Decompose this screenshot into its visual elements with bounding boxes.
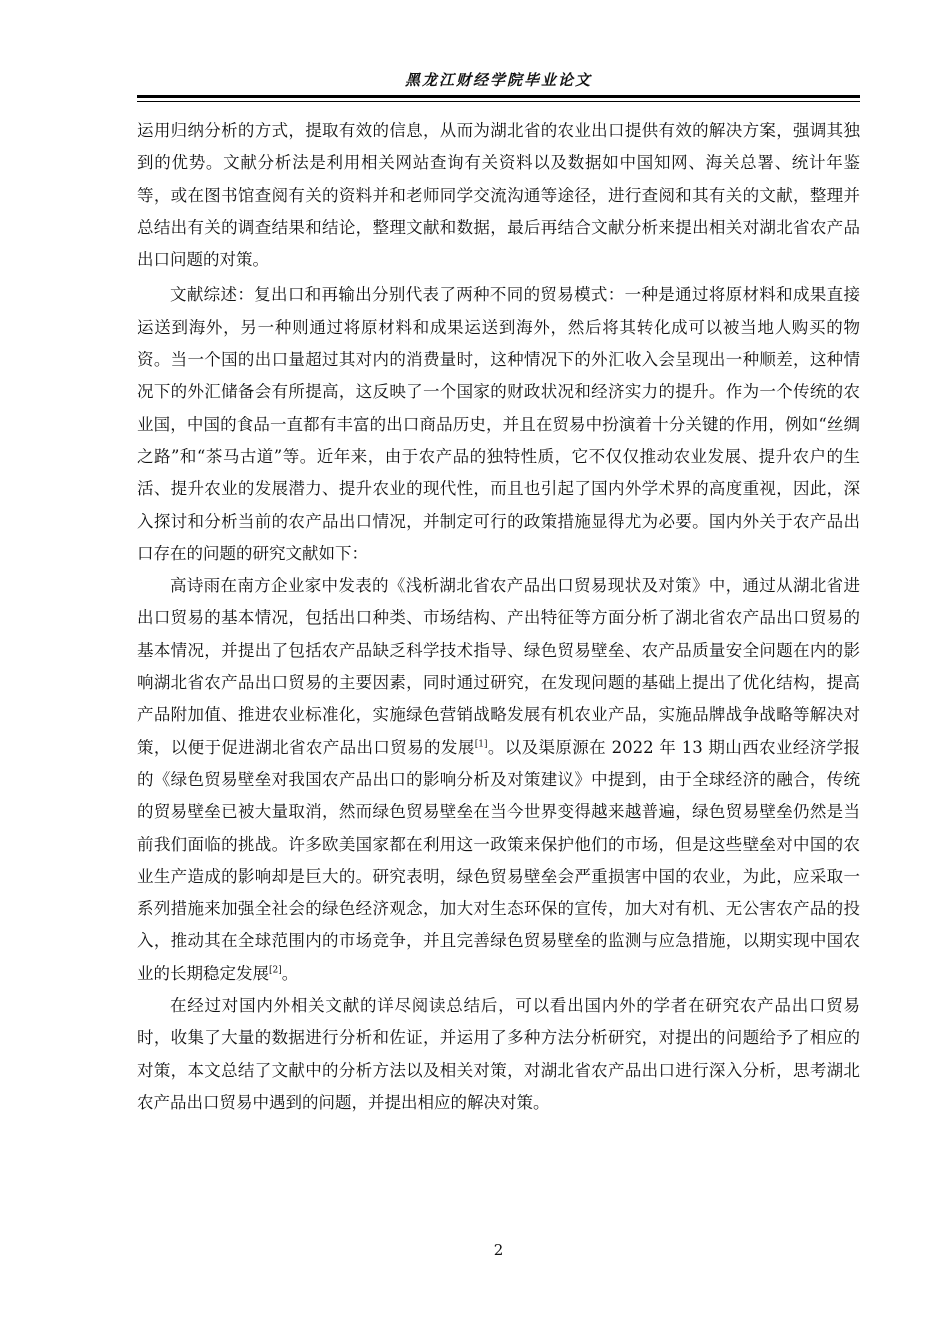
paragraph-cited-studies-part-1: 高诗雨在南方企业家中发表的《浅析湖北省农产品出口贸易现状及对策》中，通过从湖北省进出口贸易的基本情况，包括出口种类、市场结构、产出特征等方面分析了湖北省农产品出口贸易的基本情况，并提出了包括农产品缺乏科学技术指导、绿色贸易壁垒、农产品质量安全问题在内的影响湖北省农产品出口贸易的主要因素，同时通过研究，在发现问题的基础上提出了优化结构，提高产品附加值、推进农业标准化，实施绿色营销战略发展有机农业产品，实施品牌战争战略等解决对策，以便于促进湖北省农产品出口贸易的发展 — [137, 576, 860, 757]
page-number: 2 — [493, 1241, 504, 1259]
paragraph-summary: 在经过对国内外相关文献的详尽阅读总结后，可以看出国内外的学者在研究农产品出口贸易时，收集了大量的数据进行分析和佐证，并运用了多种方法分析研究，对提出的问题给予了相应的对策，本文总结了文献中的分析方法以及相关对策，对湖北省农产品出口进行深入分析，思考湖北农产品出口贸易中遇到的问题，并提出相应的解决对策。 — [137, 996, 860, 1112]
paragraph-cited-studies-part-3: 。 — [281, 963, 299, 983]
citation-ref-1: [1] — [474, 739, 488, 750]
paragraph-cited-studies — [137, 570, 860, 990]
body-text — [137, 115, 860, 1119]
paragraph-literature-review: 文献综述：复出口和再输出分别代表了两种不同的贸易模式：一种是通过将原材料和成果直接运送到海外，另一种则通过将原材料和成果运送到海外，然后将其转化成可以被当地人购买的物资。当一个国的出口量超过其对内的消费量时，这种情况下的外汇收入会呈现出一种顺差，这种情况下的外汇储备会有所提高，这反映了一个国家的财政状况和经济实力的提升。作为一个传统的农业国，中国的食品一直都有丰富的出口商品历史，并且在贸易中扮演着十分关键的作用，例如“丝绸之路”和“茶马古道”等。近年来，由于农产品的独特性质，它不仅仅推动农业发展、提升农户的生活、提升农业的发展潜力、提升农业的现代性，而且也引起了国内外学术界的高度重视，因此，深入探讨和分析当前的农产品出口情况，并制定可行的政策措施显得尤为必要。国内外关于农产品出口存在的问题的研究文献如下： — [137, 285, 860, 563]
paragraph-cited-studies-part-2: 。以及渠原源在 2022 年 13 期山西农业经济学报的《绿色贸易壁垒对我国农产品出口的影响分析及对策建议》中提到，由于全球经济的融合，传统的贸易壁垒已被大量取消，然而绿色贸易壁垒在当今世界变得越来越普遍，绿色贸易壁垒仍然是当前我们面临的挑战。许多欧美国家都在利用这一政策来保护他们的市场，但是这些壁垒对中国的农业生产造成的影响却是巨大的。研究表明，绿色贸易壁垒会严重损害中国的农业，为此，应采取一系列措施来加强全社会的绿色经济观念，加大对生态环保的宣传，加大对有机、无公害农产品的投入，推动其在全球范围内的市场竞争，并且完善绿色贸易壁垒的监测与应急措施，以期实现中国农业的长期稳定发展 — [137, 737, 861, 983]
running-header-title: 黑龙江财经学院毕业论文 — [404, 71, 592, 89]
header-rule-thick — [137, 95, 860, 98]
header-rule-thin — [137, 101, 860, 102]
citation-ref-2: [2] — [269, 965, 282, 976]
paragraph-method-continuation: 运用归纳分析的方式，提取有效的信息，从而为湖北省的农业出口提供有效的解决方案，强调其独到的优势。文献分析法是利用相关网站查询有关资料以及数据如中国知网、海关总署、统计年鉴等，或在图书馆查阅有关的资料并和老师同学交流沟通等途径，进行查阅和其有关的文献，整理并总结出有关的调查结果和结论，整理文献和数据，最后再结合文献分析来提出相关对湖北省农产品出口问题的对策。 — [137, 121, 860, 270]
